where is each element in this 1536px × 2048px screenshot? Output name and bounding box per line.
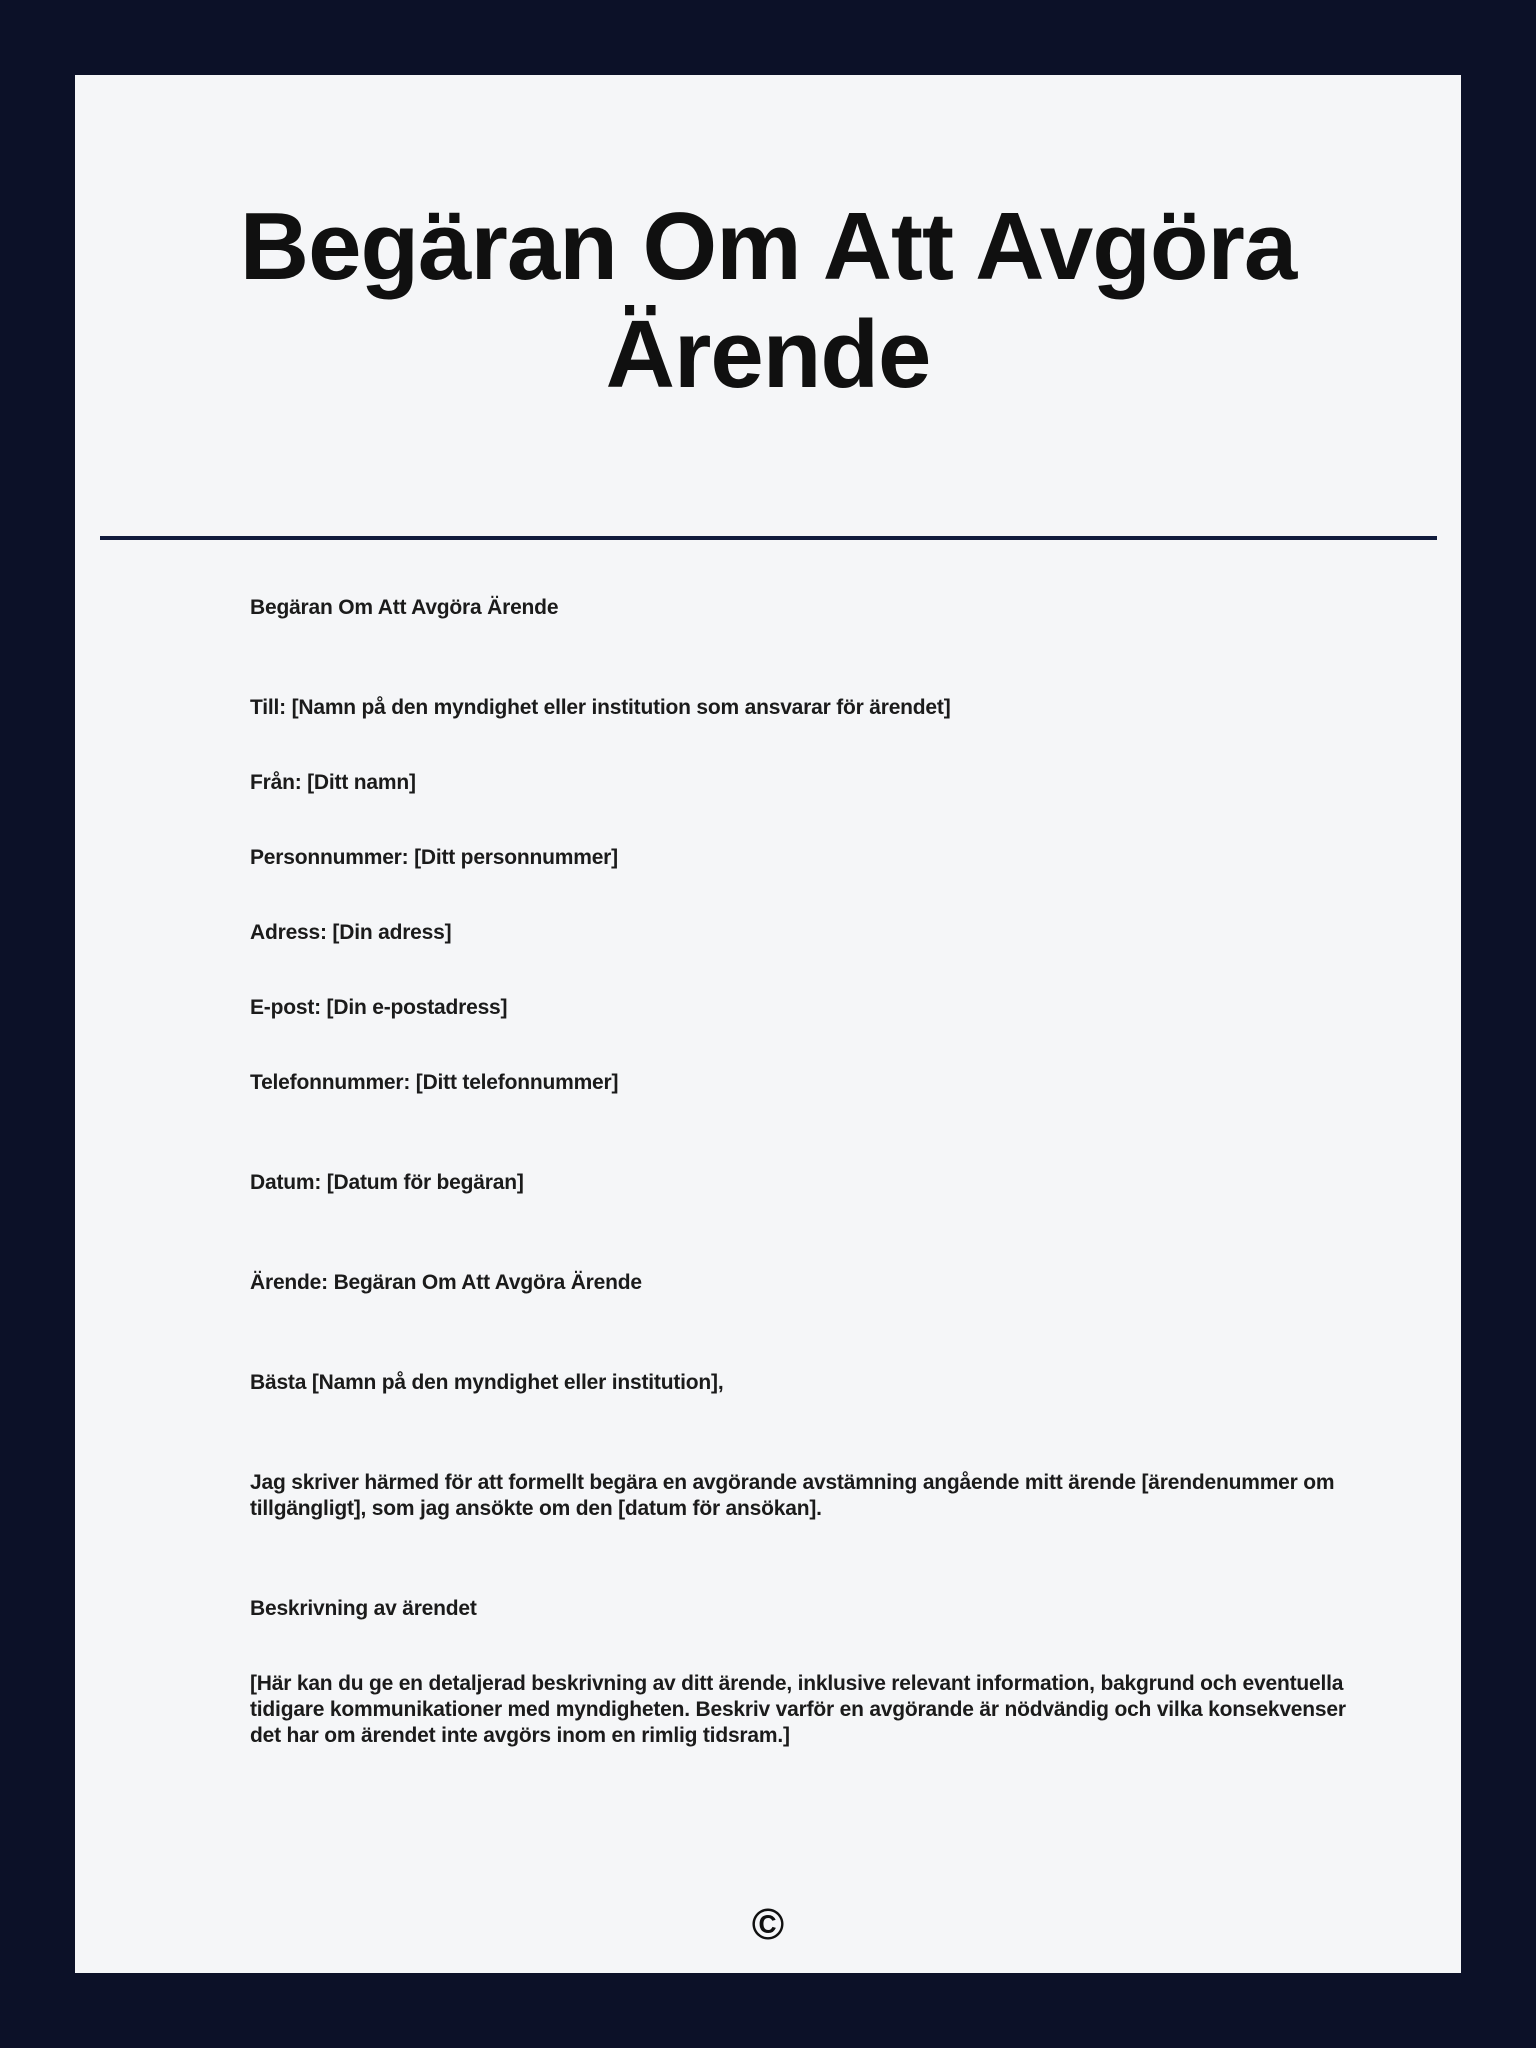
copyright-icon: ©	[751, 1900, 785, 1949]
description-heading: Beskrivning av ärendet	[250, 1596, 477, 1620]
intro-paragraph: Jag skriver härmed för att formellt begära en avgörande avstämning angående mitt ärende [ärendenummer om tillgängligt], som jag ansökte om den [datum för ansökan].	[250, 1470, 1335, 1520]
title-divider-rule	[100, 536, 1437, 540]
field-fran: Från: [Ditt namn]	[250, 770, 416, 794]
description-paragraph: [Här kan du ge en detaljerad beskrivning av ditt ärende, inklusive relevant information, bakgrund och eventuella tidigare kommunikationer med myndigheten. Beskriv varför en avgörande är nödvändig och vilka konsekvenser det har om ärendet inte avgörs inom en rimlig tidsram.]	[250, 1671, 1346, 1747]
field-till: Till: [Namn på den myndighet eller institution som ansvarar för ärendet]	[250, 695, 951, 719]
page-title	[75, 75, 1461, 410]
field-telefonnummer: Telefonnummer: [Ditt telefonnummer]	[250, 1070, 619, 1094]
page-title-line-1: Begäran Om Att Avgöra	[239, 193, 1297, 300]
document-body	[250, 595, 1361, 1749]
page-title-line-2: Ärende	[605, 301, 931, 409]
document-heading: Begäran Om Att Avgöra Ärende	[250, 595, 559, 619]
document-page	[75, 75, 1461, 1973]
field-datum: Datum: [Datum för begäran]	[250, 1170, 524, 1194]
field-arende: Ärende: Begäran Om Att Avgöra Ärende	[250, 1270, 642, 1294]
field-personnummer: Personnummer: [Ditt personnummer]	[250, 845, 618, 869]
field-adress: Adress: [Din adress]	[250, 920, 452, 944]
field-epost: E-post: [Din e-postadress]	[250, 995, 508, 1019]
salutation-line: Bästa [Namn på den myndighet eller institution],	[250, 1370, 724, 1394]
